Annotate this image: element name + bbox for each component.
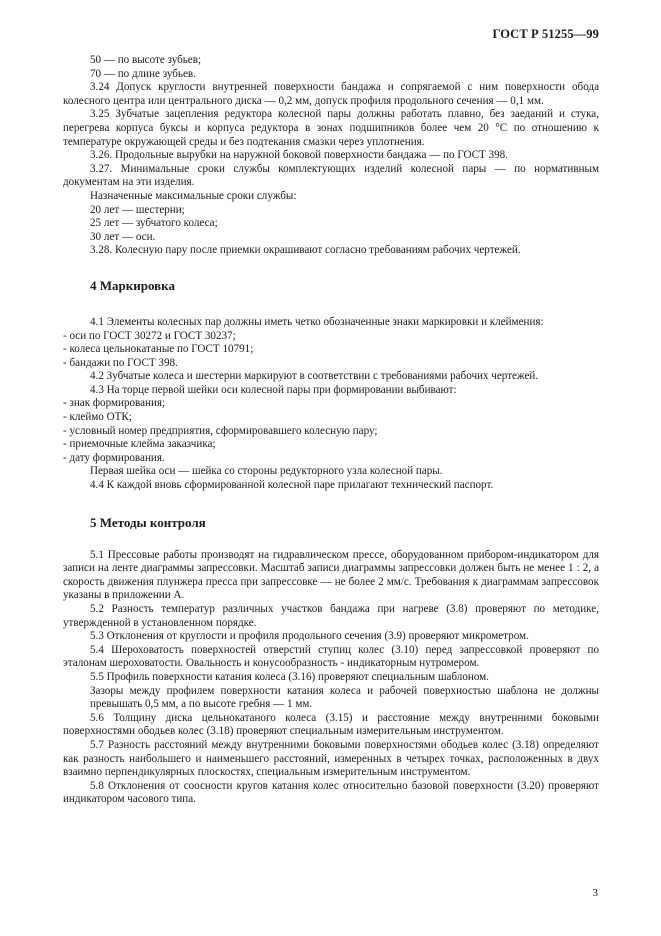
section-4-heading: 4 Маркировка [90, 277, 175, 293]
list-item: - колеса цельнокатаные по ГОСТ 10791; [63, 343, 254, 356]
list-item: - оси по ГОСТ 30272 и ГОСТ 30237; [63, 329, 236, 342]
text-line: 70 — по длине зубьев. [90, 67, 196, 80]
paragraph-5-8: 5.8 Отклонения от соосности кругов катания колес относительно базовой поверхности (3.20) проверяют индикатором часового типа. [63, 779, 599, 806]
list-item: - условный номер предприятия, сформировавшего колесную пару; [63, 424, 378, 437]
standard-code-header: ГОСТ Р 51255—99 [492, 27, 599, 41]
terms-intro: Назначенные максимальные сроки службы: [90, 189, 297, 202]
section-5-heading: 5 Методы контроля [90, 514, 206, 530]
paragraph-4-4: 4.4 К каждой вновь сформированной колесной паре прилагают технический паспорт. [90, 479, 494, 492]
list-item: - клеймо ОТК; [63, 411, 132, 424]
paragraph-5-2: 5.2 Разность температур различных участков бандажа при нагреве (3.8) проверяют по методике, утвержденной в установленном порядке. [63, 603, 599, 629]
paragraph-3-26: 3.26. Продольные вырубки на наружной боковой поверхности бандажа — по ГОСТ 398. [90, 149, 508, 162]
list-item: - дату формирования. [63, 451, 165, 464]
list-item: - знак формирования; [63, 397, 166, 410]
paragraph-3-24: 3.24 Допуск круглости внутренней поверхности бандажа и сопрягаемой с ним поверхности обода колесного центра или центрального диска — 0,2 мм, допуск профиля продольного сечения — 0,1 мм. [63, 81, 599, 107]
first-neck-note: Первая шейка оси — шейка со стороны редукторного узла колесной пары. [90, 465, 443, 478]
paragraph-5-3: 5.3 Отклонения от круглости и профиля продольного сечения (3.9) проверяют микрометром. [90, 630, 529, 643]
term-item: 30 лет — оси. [90, 230, 156, 243]
page-number: 3 [592, 887, 598, 899]
paragraph-5-6: 5.6 Толщину диска цельнокатаного колеса (3.15) и расстояние между внутренними боковыми поверхностями ободьев колес (3.18) проверяют специальным измерительным инструментом. [63, 711, 599, 738]
term-item: 20 лет — шестерни; [90, 203, 185, 216]
paragraph-4-2: 4.2 Зубчатые колеса и шестерни маркируют в соответствии с требованиями рабочих чертежей. [90, 370, 539, 383]
text-line: 50 — по высоте зубьев; [90, 54, 202, 66]
term-item: 25 лет — зубчатого колеса; [90, 217, 218, 230]
document-body [63, 54, 599, 807]
paragraph-5-7: 5.7 Разность расстояний между внутренними боковыми поверхностями ободьев колес (3.18) определяют как разность наибольшего и наименьшего расстояний, измеренных в четырех точках, расположенных в двух взаимно перпендикулярных плоскостях, специальным измерительным инструментом. [63, 738, 599, 779]
list-item: - приемочные клейма заказчика; [63, 438, 216, 451]
paragraph-5-4: 5.4 Шероховатость поверхностей отверстий ступиц колес (3.10) перед запрессовкой проверяют по эталонам шероховатости. Овальность и конусообразность - индикаторным нутромером. [63, 643, 599, 670]
paragraph-4-1: 4.1 Элементы колесных пар должны иметь четко обозначенные знаки маркировки и клеймения: [90, 315, 544, 328]
paragraph-4-3: 4.3 На торце первой шейки оси колесной пары при формировании выбивают: [90, 383, 457, 396]
paragraph-3-28: 3.28. Колесную пару после приемки окрашивают согласно требованиям рабочих чертежей. [90, 244, 521, 257]
paragraph-3-25: 3.25 Зубчатые зацепления редуктора колесной пары должны работать плавно, без заеданий и стука, перегрева корпуса буксы и корпуса редуктора в зонах подшипников более чем 20 °С по отношению к температуре окружающей среды и без подтекания смазки через уплотнения. [63, 108, 599, 148]
gaps-note: Зазоры между профилем поверхности катания колеса и рабочей поверхностью шаблона не должны превышать 0,5 мм, а по высоте гребня — 1 мм. [90, 684, 599, 711]
paragraph-5-1: 5.1 Прессовые работы производят на гидравлическом прессе, оборудованном прибором-индикатором для записи на ленте диаграммы запрессовки. Масштаб записи диаграммы запрессовки должен быть не менее 1 : 2, а скорость движения плунжера пресса при запрессовке — не более 2 мм/с. Требования к диаграммам запрессовок указаны в приложении А. [63, 548, 599, 602]
paragraph-5-5: 5.5 Профиль поверхности катания колеса (3.16) проверяют специальным шаблоном. [90, 670, 489, 683]
list-item: - бандажи по ГОСТ 398. [63, 356, 178, 369]
paragraph-3-27: 3.27. Минимальные сроки службы комплектующих изделий колесной пары — по нормативным документам на эти изделия. [63, 162, 599, 189]
